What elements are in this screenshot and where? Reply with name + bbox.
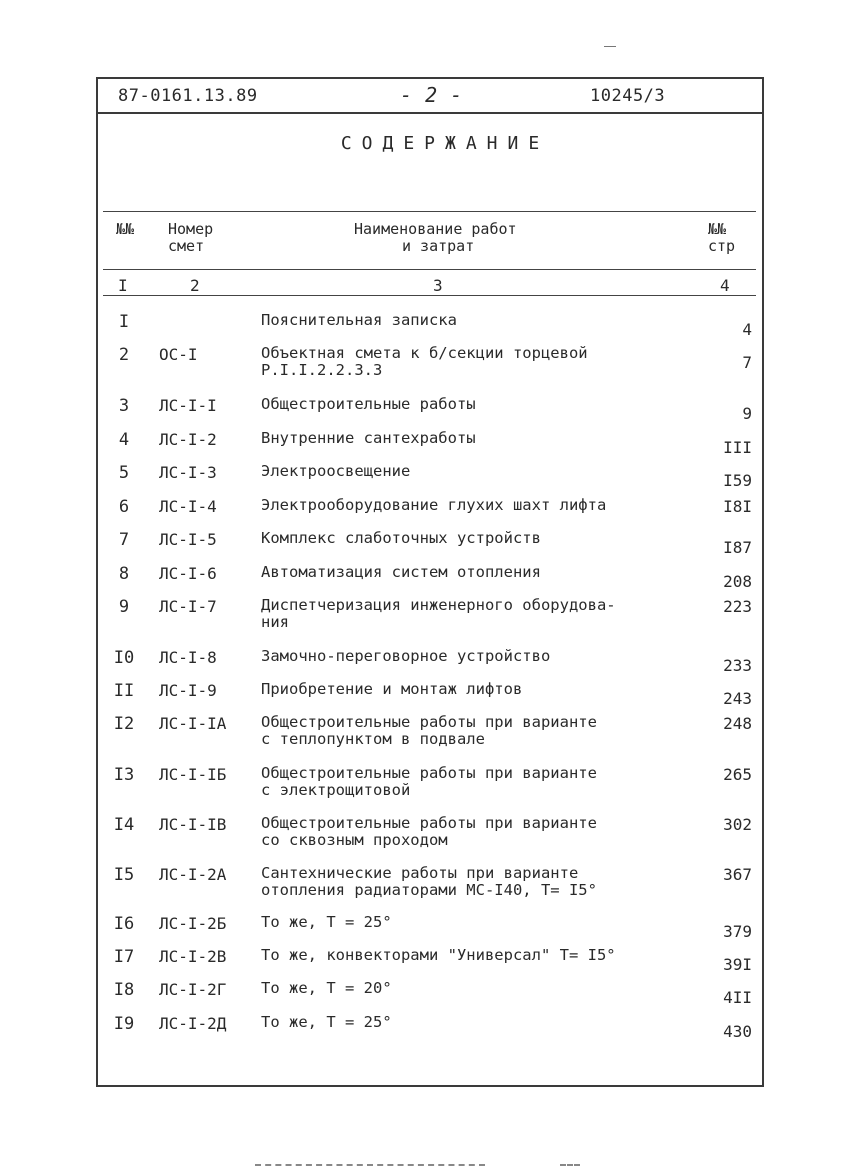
header-bottom-rule [103,269,756,270]
table-top-rule [103,211,756,212]
row-number: I8 [113,980,135,1000]
row-page-number: 4II [723,988,752,1007]
row-smeta-code: ЛС-I-I [159,396,217,415]
row-work-name: Диспетчеризация инженерного оборудова- ния [261,596,616,631]
row-page-number: 302 [723,815,752,834]
row-work-name: Внутренние сантехработы [261,429,476,447]
row-work-name: Электроосвещение [261,462,411,480]
col-number-3: 3 [433,276,443,295]
row-smeta-code: ЛС-I-2Б [159,914,227,933]
row-number: II [113,681,135,701]
row-work-name: То же, Т = 20° [261,979,392,997]
row-page-number: 223 [723,597,752,616]
doc-number: 10245/3 [590,86,666,106]
row-page-number: 430 [723,1022,752,1041]
row-number: 2 [118,345,130,365]
col-name-header-2: и затрат [402,237,475,255]
numbers-bottom-rule [103,295,756,296]
scan-edge-mark-2 [560,1164,580,1166]
row-work-name: Комплекс слаботочных устройств [261,529,541,547]
row-page-number: I87 [723,538,752,557]
row-smeta-code: ЛС-I-7 [159,597,217,616]
row-page-number: 367 [723,865,752,884]
row-work-name: Сантехнические работы при варианте отопления радиаторами МС-I40, T= I5° [261,864,597,899]
row-smeta-code: ЛС-I-2Г [159,980,227,999]
row-page-number: 4 [742,320,752,339]
row-work-name: Общестроительные работы [261,395,476,413]
row-number: I [118,312,130,332]
row-smeta-code: ЛС-I-5 [159,530,217,549]
row-smeta-code: ЛС-I-2 [159,430,217,449]
col-page-header-1: №№ [708,220,727,238]
row-number: 5 [118,463,130,483]
row-number: I3 [113,765,135,785]
row-number: 7 [118,530,130,550]
row-page-number: I8I [723,497,752,516]
row-smeta-code: ЛС-I-2Д [159,1014,227,1033]
row-work-name: Электрооборудование глухих шахт лифта [261,496,607,514]
row-smeta-code: ЛС-I-6 [159,564,217,583]
col-name-header-1: Наименование работ [354,220,517,238]
row-work-name: Замочно-переговорное устройство [261,647,551,665]
scan-edge-mark [255,1164,485,1166]
row-page-number: 243 [723,689,752,708]
row-page-number: 208 [723,572,752,591]
row-page-number: III [723,438,752,457]
row-number: I4 [113,815,135,835]
row-smeta-code: ЛС-I-IА [159,714,227,733]
row-smeta-code: ЛС-I-IВ [159,815,227,834]
row-work-name: Общестроительные работы при варианте со сквозным проходом [261,814,597,849]
row-page-number: 7 [742,353,752,372]
row-page-number: 248 [723,714,752,733]
row-number: I0 [113,648,135,668]
row-number: 3 [118,396,130,416]
doc-code: 87-0161.13.89 [118,86,258,106]
row-page-number: 379 [723,922,752,941]
page-title: СОДЕРЖАНИЕ [340,133,550,154]
row-page-number: 265 [723,765,752,784]
row-number: 9 [118,597,130,617]
row-smeta-code: ЛС-I-2В [159,947,227,966]
row-smeta-code: ЛС-I-8 [159,648,217,667]
row-work-name: То же, конвекторами "Универсал" T= I5° [261,946,616,964]
col-smeta-header-1: Номер [168,220,214,238]
col-number-1: I [118,276,128,295]
row-number: I9 [113,1014,135,1034]
row-work-name: Общестроительные работы при варианте с теплопунктом в подвале [261,713,597,748]
scan-mark [604,46,616,47]
row-work-name: Автоматизация систем отопления [261,563,541,581]
row-smeta-code: ОС-I [159,345,198,364]
row-smeta-code: ЛС-I-4 [159,497,217,516]
col-page-header-2: стр [708,237,736,255]
row-smeta-code: ЛС-I-3 [159,463,217,482]
row-number: 6 [118,497,130,517]
row-smeta-code: ЛС-I-9 [159,681,217,700]
row-number: I5 [113,865,135,885]
row-number: I7 [113,947,135,967]
row-smeta-code: ЛС-I-2А [159,865,227,884]
col-num-header: №№ [116,220,135,238]
row-number: 8 [118,564,130,584]
col-number-4: 4 [720,276,730,295]
row-number: I6 [113,914,135,934]
row-work-name: Пояснительная записка [261,311,457,329]
header-divider [96,112,764,114]
col-smeta-header-2: смет [168,237,205,255]
row-work-name: То же, Т = 25° [261,913,392,931]
row-number: I2 [113,714,135,734]
row-page-number: 233 [723,656,752,675]
row-number: 4 [118,430,130,450]
row-page-number: I59 [723,471,752,490]
col-number-2: 2 [190,276,200,295]
row-work-name: Объектная смета к б/секции торцевой Р.I.I.2.2.3.3 [261,344,588,379]
row-page-number: 39I [723,955,752,974]
page-marker: - 2 - [400,83,463,107]
row-work-name: Общестроительные работы при варианте с электрощитовой [261,764,597,799]
row-page-number: 9 [742,404,752,423]
row-smeta-code: ЛС-I-IБ [159,765,227,784]
row-work-name: То же, Т = 25° [261,1013,392,1031]
row-work-name: Приобретение и монтаж лифтов [261,680,523,698]
